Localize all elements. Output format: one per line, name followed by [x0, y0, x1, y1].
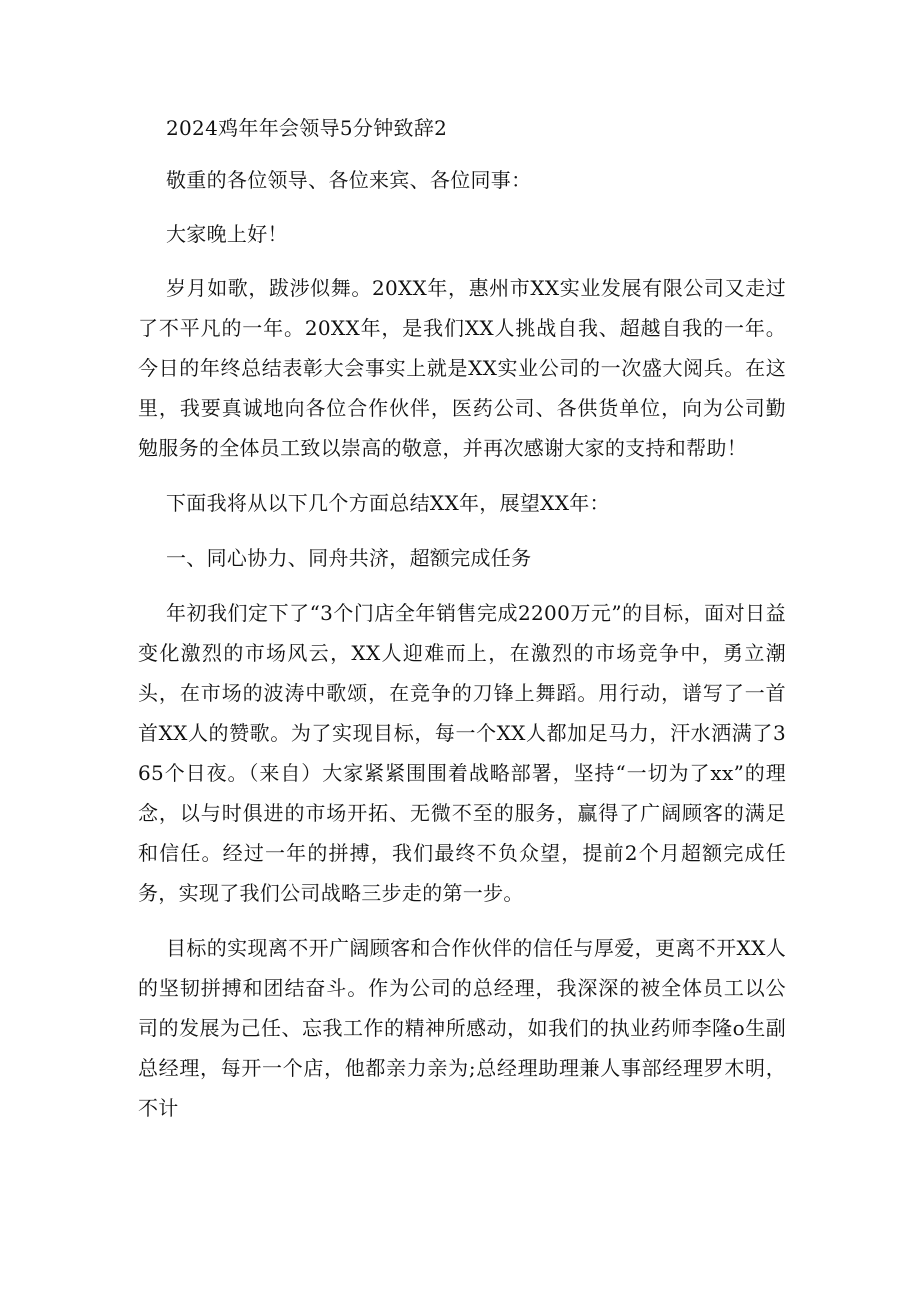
paragraph-thanks: 目标的实现离不开广阔顾客和合作伙伴的信任与厚爱，更离不开XX人的坚韧拼搏和团结奋斗。作为公司的总经理，我深深的被全体员工以公司的发展为己任、忘我工作的精神所感动，如我们的执业药师李隆o生副总经理，每开一个店，他都亲力亲为;总经理助理兼人事部经理罗木明，不计	[138, 936, 786, 1120]
document-body	[138, 108, 786, 1143]
section-heading-1: 一、同心协力、同舟共济，超额完成任务	[166, 546, 532, 570]
greeting: 大家晚上好！	[166, 222, 288, 246]
paragraph-sales-goal: 年初我们定下了“3个门店全年销售完成2200万元”的目标，面对日益变化激烈的市场风云，XX人迎难而上，在激烈的市场竞争中，勇立潮头，在市场的波涛中歌颂，在竞争的刀锋上舞蹈。用行动，谱写了一首首XX人的赞歌。为了实现目标，每一个XX人都加足马力，汗水洒满了365个日夜。（来自）大家紧紧围围着战略部署，坚持“一切为了xx”的理念，以与时俱进的市场开拓、无微不至的服务，赢得了广阔顾客的满足和信任。经过一年的拼搏，我们最终不负众望，提前2个月超额完成任务，实现了我们公司战略三步走的第一步。	[138, 601, 786, 905]
document-title: 2024鸡年年会领导5分钟致辞2	[166, 116, 448, 140]
salutation: 敬重的各位领导、各位来宾、各位同事：	[166, 168, 532, 192]
paragraph-intro: 岁月如歌，跋涉似舞。20XX年，惠州市XX实业发展有限公司又走过了不平凡的一年。20XX年，是我们XX人挑战自我、超越自我的一年。今日的年终总结表彰大会事实上就是XX实业公司的一次盛大阅兵。在这里，我要真诚地向各位合作伙伴，医药公司、各供货单位，向为公司勤勉服务的全体员工致以崇高的敬意，并再次感谢大家的支持和帮助！	[138, 276, 786, 460]
paragraph-outline: 下面我将从以下几个方面总结XX年，展望XX年：	[166, 491, 610, 515]
